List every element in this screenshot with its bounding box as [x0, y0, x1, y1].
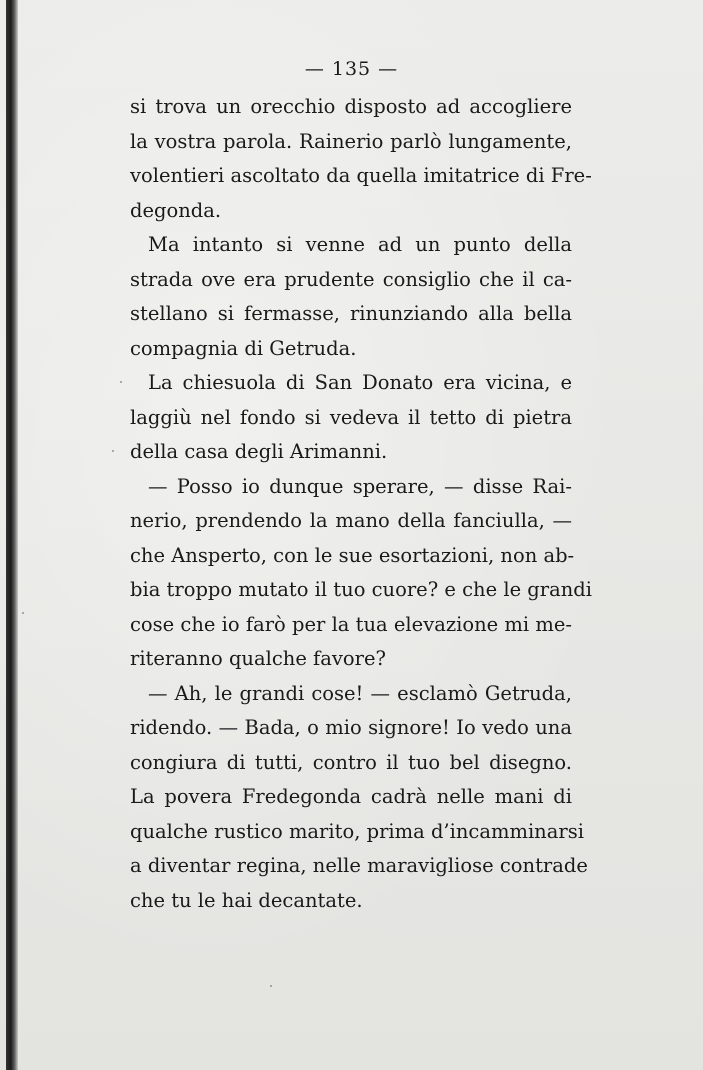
text-line: Ma intanto si venne ad un punto della — [148, 233, 572, 256]
body-text — [130, 90, 593, 918]
text-line: — Posso io dunque sperare, — disse Rai- — [148, 474, 572, 498]
text-line: della casa degli Arimanni. — [130, 440, 388, 463]
book-spine-edge — [6, 0, 18, 1070]
text-line: nerio, prendendo la mano della fanciulla, — — [130, 509, 572, 532]
text-line: degonda. — [130, 198, 222, 222]
text-line: riteranno qualche favore? — [130, 647, 386, 670]
text-line: ridendo. — Bada, o mio signore! Io vedo una — [130, 716, 572, 739]
page-number: — 135 — — [304, 58, 399, 80]
text-line: bia troppo mutato il tuo cuore? e che le grandi — [130, 578, 593, 601]
text-line: volentieri ascoltato da quella imitatrice di Fre- — [130, 164, 592, 187]
text-line: compagnia di Getruda. — [130, 336, 357, 360]
paper-speck — [22, 612, 24, 614]
text-line: si trova un orecchio disposto ad accogliere — [130, 95, 572, 118]
text-line: la vostra parola. Rainerio parlò lungamente, — [130, 129, 572, 153]
text-line: La chiesuola di San Donato era vicina, e — [148, 371, 572, 394]
text-line: qualche rustico marito, prima d’incamminarsi — [130, 819, 584, 843]
text-line: laggiù nel fondo si vedeva il tetto di pietra — [130, 405, 572, 429]
text-line: — Ah, le grandi cose! — esclamò Getruda, — [148, 681, 572, 705]
text-line: a diventar regina, nelle maravigliose contrade — [130, 854, 588, 877]
paper-speck — [112, 450, 114, 452]
text-line: stellano si fermasse, rinunziando alla bella — [130, 302, 572, 325]
text-line: strada ove era prudente consiglio che il ca- — [130, 267, 572, 291]
text-line: che Ansperto, con le sue esortazioni, non ab- — [130, 543, 575, 567]
text-line: che tu le hai decantate. — [130, 888, 363, 912]
text-line: cose che io farò per la tua elevazione mi me- — [130, 612, 572, 636]
paper-speck — [270, 985, 272, 987]
text-line: congiura di tutti, contro il tuo bel disegno. — [130, 750, 572, 774]
text-line: La povera Fredegonda cadrà nelle mani di — [130, 785, 572, 808]
paper-speck — [120, 381, 122, 383]
